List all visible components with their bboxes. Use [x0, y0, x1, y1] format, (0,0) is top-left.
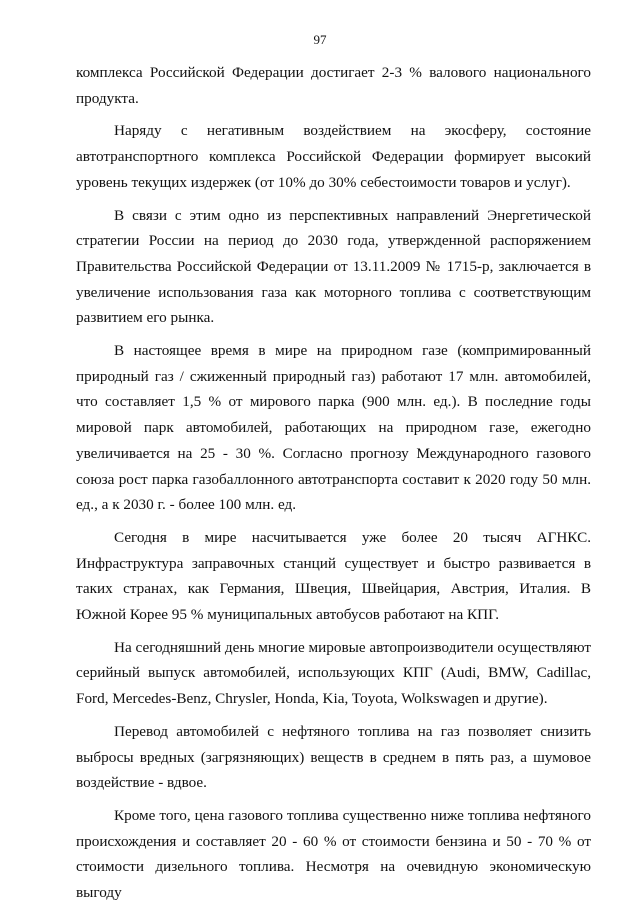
paragraph: Перевод автомобилей с нефтяного топлива на газ позволяет снизить выбросы вредных (загрязняющих) веществ в среднем в пять раз, а шумовое воздействие - вдвое. — [76, 722, 591, 792]
paragraph: Наряду с негативным воздействием на экосферу, состояние автотранспортного комплекса Российской Федерации формирует высокий уровень текущих издержек (от 10% до 30% себестоимости товаров и услуг). — [76, 122, 591, 191]
paragraph: Сегодня в мире насчитывается уже более 20 тысяч АГНКС. Инфраструктура заправочных станций существует и быстро развивается в таких странах, как Германия, Швеция, Швейцария, Австрия, Италия. В Южной Корее 95 % муниципальных автобусов работают на КПГ. — [76, 528, 591, 624]
document-body — [76, 60, 591, 913]
paragraph: В связи с этим одно из перспективных направлений Энергетической стратегии России на период до 2030 года, утвержденной распоряжением Правительства Российской Федерации от 13.11.2009 № 1715-р, заключается в увеличение использования газа как моторного топлива с соответствующим развитием его рынка. — [76, 206, 591, 327]
paragraph-continued: комплекса Российской Федерации достигает 2-3 % валового национального продукта. — [76, 64, 591, 107]
page-number: 97 — [313, 32, 327, 47]
paragraph: Кроме того, цена газового топлива существенно ниже топлива нефтяного происхождения и составляет 20 - 60 % от стоимости бензина и 50 - 70 % от стоимости дизельного топлива. Несмотря на очевидную экономическую выгоду — [76, 806, 591, 902]
paragraph: На сегодняшний день многие мировые автопроизводители осуществляют серийный выпуск автомобилей, использующих КПГ (Audi, BMW, Cadillac, Ford, Mercedes-Benz, Chrysler, Honda, Kia, Toyota, Wolkswagen и другие). — [76, 638, 591, 708]
paragraph: В настоящее время в мире на природном газе (компримированный природный газ / сжиженный природный газ) работают 17 млн. автомобилей, что составляет 1,5 % от мирового парка (900 млн. ед.). В последние годы мировой парк автомобилей, работающих на природном газе, ежегодно увеличивается на 25 - 30 %. Согласно прогнозу Международного газового союза рост парка газобаллонного автотранспорта составит к 2020 году 50 млн. ед., а к 2030 г. - более 100 млн. ед. — [76, 342, 591, 514]
